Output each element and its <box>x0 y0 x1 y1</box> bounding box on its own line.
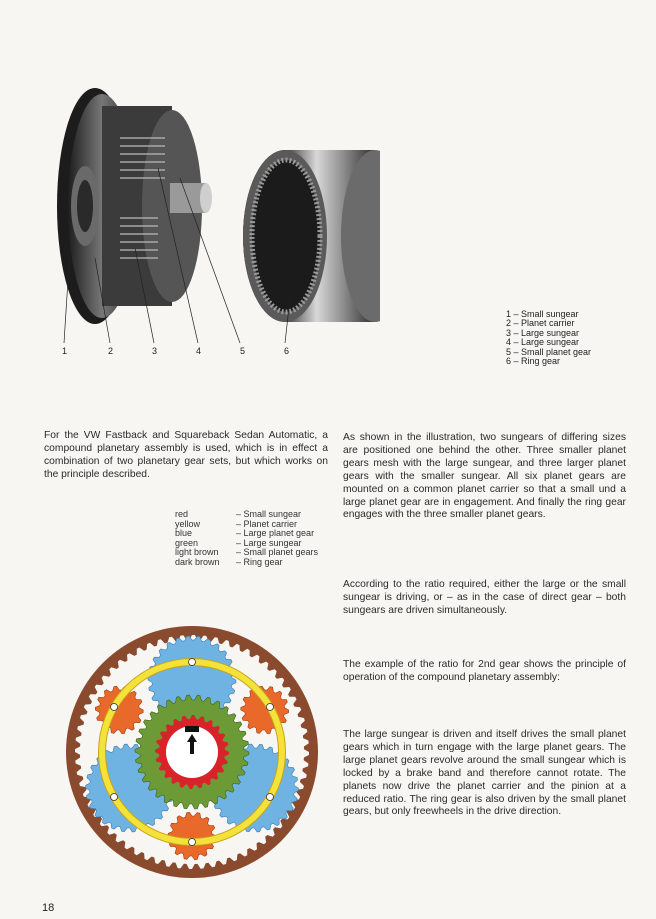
carrier-pivot <box>111 704 118 711</box>
carrier-pivot <box>266 704 273 711</box>
carrier-pivot <box>189 659 196 666</box>
planetary-gear-diagram <box>64 622 322 882</box>
legend-item: 3 – Large sungear <box>506 327 580 338</box>
legend-item: 2 – Planet carrier <box>506 318 575 329</box>
color-part: – Ring gear <box>236 556 283 567</box>
color-name: yellow <box>175 518 201 529</box>
paragraph-illustration: As shown in the illustration, two sungears of differing sizes are positioned one behind the other. Three smaller planet gears mesh with the large sungear, and three larger planet gears with the smaller sungear. All six planet gears are mounted on a common planet carrier so that a small und a large planet gear are in engagement. And finally the ring gear engages with the three smaller planet gears. <box>343 432 626 521</box>
legend-item: 1 – Small sungear <box>506 309 579 319</box>
color-part: – Large planet gear <box>236 528 315 539</box>
paragraph-ratio: According to the ratio required, either the large or the small sungear is driving, or – as in the case of direct gear – both sungears are driven simultaneously. <box>343 579 626 616</box>
paragraph-operation: The large sungear is driven and itself drives the small planet gears which in turn engage with the large planet gears. The large planet gears revolve around the small sungear which is locked by a brake band and therefore cannot rotate. The planets now drive the planet carrier and the pinion at a reduced ratio. The ring gear is also driven by the small planet gears, but only freewheels in the drive direction. <box>343 729 626 818</box>
legend-item: 6 – Ring gear <box>506 356 561 367</box>
callout-5: 5 <box>240 346 246 356</box>
color-part: – Large sungear <box>236 537 302 548</box>
carrier-pivot <box>189 839 196 846</box>
color-name: green <box>175 537 199 548</box>
legend-item: 4 – Large sungear <box>506 337 580 348</box>
color-name: light brown <box>175 547 219 558</box>
callout-3: 3 <box>152 346 158 356</box>
carrier-pivot <box>266 794 273 801</box>
color-name: blue <box>175 528 193 539</box>
color-part: – Planet carrier <box>236 518 298 529</box>
page-number: 18 <box>42 902 55 914</box>
callout-1: 1 <box>62 346 68 356</box>
callout-2: 2 <box>108 346 114 356</box>
color-key <box>175 510 318 568</box>
color-part: – Small planet gears <box>236 547 319 558</box>
legend-item: 5 – Small planet gear <box>506 346 592 357</box>
callout-6: 6 <box>284 346 290 356</box>
callout-4: 4 <box>196 346 202 356</box>
ring-gear-photo <box>243 150 380 322</box>
gear-assembly-photo <box>40 78 380 368</box>
paragraph-example: The example of the ratio for 2nd gear shows the principle of operation of the compound planetary assembly: <box>343 659 626 683</box>
color-name: dark brown <box>175 556 220 567</box>
intro-paragraph: For the VW Fastback and Squareback Sedan Automatic, a compound planetary assembly is used, which is in effect a combination of two planetary gear sets, but which works on the principle described. <box>44 430 328 480</box>
carrier-pivot <box>111 794 118 801</box>
parts-legend <box>506 310 591 366</box>
color-name: red <box>175 509 189 519</box>
locking-block <box>185 726 199 732</box>
color-part: – Small sungear <box>236 509 302 519</box>
planet-carrier-photo <box>57 88 212 324</box>
